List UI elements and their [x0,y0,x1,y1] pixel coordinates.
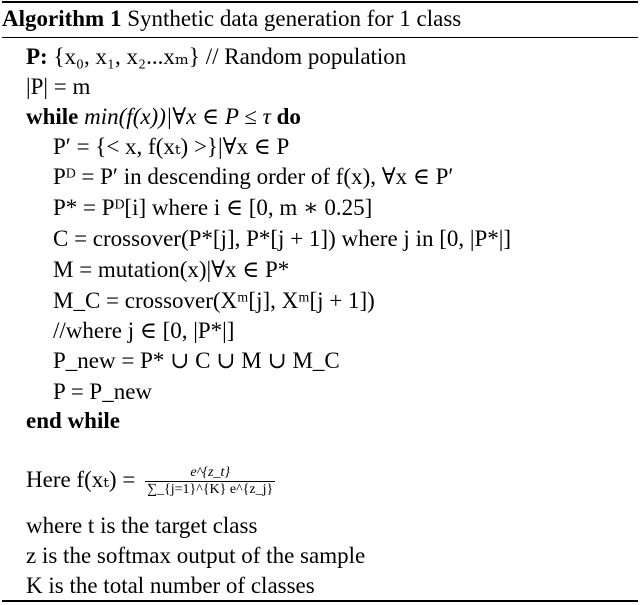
line-pstar [53,193,372,223]
keyword-end-while: end while [26,408,120,433]
caption-label: Algorithm 1 [2,6,122,31]
algorithm-block [2,0,638,603]
line-population [26,42,406,72]
line-z [26,541,365,571]
keyword-while: while [26,104,79,129]
line-pd [53,162,453,192]
where-t-text: where t is the target class [26,513,258,538]
line-crossover [53,224,511,254]
here-prefix: Here f(xₜ) = [26,467,136,492]
keyword-do: do [276,104,301,129]
caption-rule [2,37,638,38]
top-rule [2,1,638,3]
line-endwhile [26,406,120,436]
line-mc [53,286,375,316]
line-size [26,72,90,102]
bottom-rule [2,600,638,602]
pprime-def: P′ = {< x, f(xₜ) >}|∀x ∈ P [53,134,290,159]
mutation-def: M = mutation(x)|∀x ∈ P* [53,257,290,282]
line-pnew [53,346,340,376]
line-mutation [53,255,289,285]
line-while [26,102,301,132]
softmax-fraction [145,465,275,498]
fraction-denominator: ∑_{j=1}^{K} e^{z_j} [147,482,274,498]
line-comment [53,316,234,346]
pd-def: Pᴰ = P′ in descending order of f(x), ∀x ∈ P′ [53,164,454,189]
keyword-p: P: [26,44,48,69]
fraction-numerator: e^{z_t} [145,465,275,482]
size-def: |P| = m [26,74,91,99]
assign-def: P = P_new [53,379,153,404]
pstar-def: P* = Pᴰ[i] where i ∈ [0, m ∗ 0.25] [53,195,373,220]
line-pprime [53,132,289,162]
while-condition: min(f(x))|∀x ∈ P ≤ τ [84,104,271,129]
caption-title: Synthetic data generation for 1 class [127,6,462,31]
mc-def: M_C = crossover(Xᵐ[j], Xᵐ[j + 1]) [53,288,375,313]
algorithm-caption [2,4,461,34]
crossover-def: C = crossover(P*[j], P*[j + 1]) where j in [0, |P*|] [53,226,512,251]
pnew-def: P_new = P* ∪ C ∪ M ∪ M_C [53,348,340,373]
line-assign [53,377,152,407]
z-text: z is the softmax output of the sample [26,543,366,568]
line-k [26,571,315,601]
population-def: {x₀, x₁, x₂...xₘ} // Random population [53,44,407,69]
line-here [26,465,275,498]
line-where-t [26,511,257,541]
comment-text: //where j ∈ [0, |P*|] [53,318,235,343]
k-text: K is the total number of classes [26,573,315,598]
